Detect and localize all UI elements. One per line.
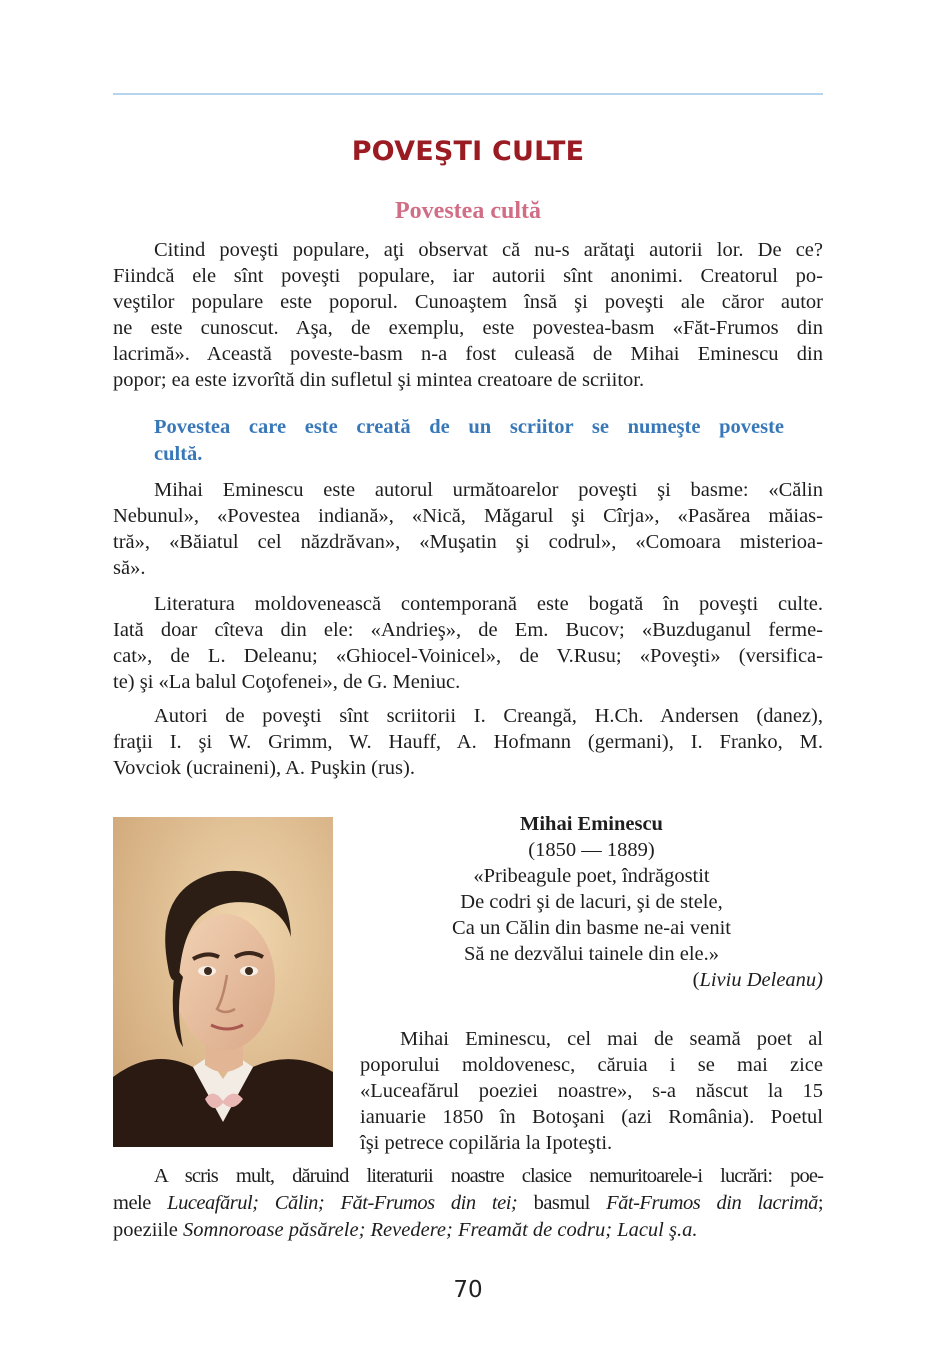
section-title: Povestea cultă bbox=[395, 198, 541, 224]
text-line: ianuarie 1850 în Botoşani (azi România). Poetul bbox=[360, 1106, 823, 1128]
poem-block bbox=[360, 811, 823, 993]
intro-paragraph bbox=[113, 237, 823, 393]
text-line: Vovciok (ucraineni), A. Puşkin (rus). bbox=[113, 757, 415, 779]
chapter-title: POVEŞTI CULTE bbox=[351, 136, 585, 167]
poem-verse: De codri şi de lacuri, şi de stele, bbox=[460, 891, 723, 913]
text-line: Povestea care este creată de un scriitor se numeşte poveste bbox=[154, 416, 784, 438]
authors-paragraph bbox=[113, 703, 823, 781]
text-line: Citind poveşti populare, aţi observat că nu-s arătaţi autorii lor. De ce? bbox=[154, 239, 823, 261]
contemporary-paragraph bbox=[113, 591, 823, 695]
poet-years: (1850 — 1889) bbox=[528, 839, 655, 861]
poem-verse: Ca un Călin din basme ne-ai venit bbox=[452, 917, 731, 939]
text-line bbox=[113, 1217, 823, 1244]
text-line: fraţii I. şi W. Grimm, W. Hauff, A. Hofmann (germani), I. Franko, M. bbox=[113, 731, 823, 753]
definition-rule bbox=[154, 414, 784, 468]
text-line: tră», «Băiatul cel năzdrăvan», «Muşatin şi codrul», «Comoara misterioa- bbox=[113, 531, 823, 553]
text-line: «Luceafărul poeziei noastre», s-a născut la 15 bbox=[360, 1080, 823, 1102]
poet-name: Mihai Eminescu bbox=[520, 813, 663, 835]
text-line: Nebunul», «Povestea indiană», «Nică, Măgarul şi Cîrja», «Pasărea măias- bbox=[113, 505, 823, 527]
text-line: poporului moldovenesc, căruia i se mai zice bbox=[360, 1054, 823, 1076]
poem-verse: «Pribeagule poet, îndrăgostit bbox=[473, 865, 710, 887]
text-line: A scris mult, dăruind literaturii noastre clasice nemuritoarele-i lucrări: poe- bbox=[154, 1165, 823, 1187]
text-line: să». bbox=[113, 557, 146, 579]
attribution-open: ( bbox=[692, 969, 700, 991]
text-run: mele bbox=[113, 1192, 168, 1214]
work-title: Făt-Frumos din lacrimă bbox=[606, 1192, 818, 1214]
text-line bbox=[113, 1190, 823, 1217]
portrait-image bbox=[113, 817, 333, 1147]
text-line: ne este cunoscut. Aşa, de exemplu, este povestea-basm «Făt-Frumos din bbox=[113, 317, 823, 339]
poem-verse: Să ne dezvălui tainele din ele.» bbox=[463, 943, 719, 965]
poem-attribution bbox=[360, 967, 823, 993]
text-line: te) şi «La balul Coţofenei», de G. Meniuc. bbox=[113, 671, 461, 693]
text-line: Autori de poveşti sînt scriitorii I. Creangă, H.Ch. Andersen (danez), bbox=[154, 705, 823, 727]
text-line: veştilor populare este poporul. Cunoaştem însă şi poveşti ale căror autor bbox=[113, 291, 823, 313]
text-line: popor; ea este izvorîtă din sufletul şi mintea creatoare de scriitor. bbox=[113, 369, 645, 391]
attribution-close: ) bbox=[816, 969, 823, 991]
portrait-illustration bbox=[113, 817, 333, 1147]
text-line: Mihai Eminescu este autorul următoarelor poveşti şi basme: «Călin bbox=[154, 479, 823, 501]
text-line: lacrimă». Această poveste-basm n-a fost culeasă de Mihai Eminescu din bbox=[113, 343, 823, 365]
text-line: cultă. bbox=[154, 443, 203, 465]
text-line: Iată doar cîteva din ele: «Andrieş», de Em. Bucov; «Buzduganul ferme- bbox=[113, 619, 823, 641]
work-titles: Somnoroase păsărele; Revedere; Freamăt de codru; Lacul ş.a. bbox=[183, 1219, 698, 1241]
works-paragraph bbox=[113, 1163, 823, 1244]
text-run: poeziile bbox=[113, 1219, 184, 1241]
top-rule bbox=[113, 93, 823, 95]
text-line: Mihai Eminescu, cel mai de seamă poet al bbox=[400, 1028, 823, 1050]
page-number: 70 bbox=[453, 1277, 483, 1303]
text-line: îşi petrece copilăria la Ipoteşti. bbox=[360, 1132, 613, 1154]
attribution-author: Liviu Deleanu bbox=[699, 969, 817, 991]
text-run: basmul bbox=[517, 1192, 607, 1214]
text-line: Literatura moldovenească contemporană este bogată în poveşti culte. bbox=[154, 593, 823, 615]
eminescu-works-paragraph bbox=[113, 477, 823, 581]
work-titles: Luceafărul; Călin; Făt-Frumos din tei; bbox=[167, 1192, 518, 1214]
text-line: cat», de L. Deleanu; «Ghiocel-Voinicel», de V.Rusu; «Poveşti» (versifica- bbox=[113, 645, 823, 667]
text-line: Fiindcă ele sînt poveşti populare, iar autorii sînt anonimi. Creatorul po- bbox=[113, 265, 823, 287]
text-run: ; bbox=[817, 1192, 824, 1214]
biography-paragraph bbox=[360, 1026, 823, 1156]
